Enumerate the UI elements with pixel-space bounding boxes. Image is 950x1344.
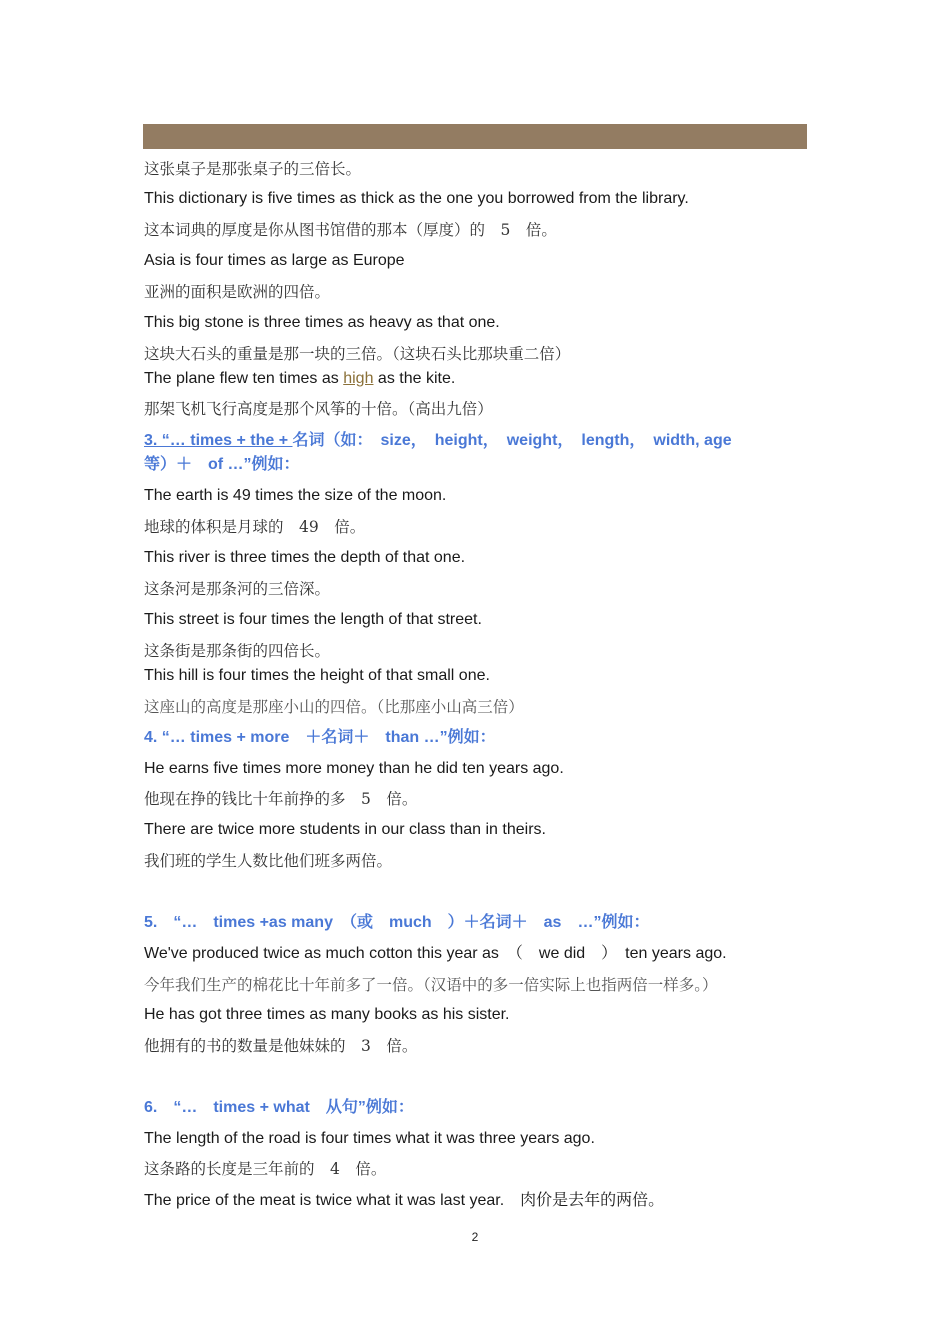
text-line: 亚洲的面积是欧洲的四倍。 — [144, 283, 331, 301]
text-line: 这本词典的厚度是你从图书馆借的那本（厚度）的 5 倍。 — [144, 221, 557, 239]
text-line: 这条路的长度是三年前的 4 倍。 — [144, 1160, 387, 1178]
high-link[interactable]: high — [343, 370, 374, 387]
text-line: 这条街是那条街的四倍长。 — [144, 642, 331, 660]
page-number: 2 — [471, 1230, 479, 1244]
text-line: This hill is four times the height of that small one. — [144, 667, 490, 684]
text-line: This big stone is three times as heavy as that one. — [144, 314, 500, 331]
text-line: 今年我们生产的棉花比十年前多了一倍。（汉语中的多一倍实际上也指两倍一样多。） — [144, 976, 718, 994]
section-heading-5: 5. “… times +as many （或 much ）＋名词＋ as …”例如： — [144, 914, 650, 931]
section-heading-6: 6. “… times + what 从句”例如： — [144, 1099, 414, 1116]
text-line — [144, 369, 455, 389]
text-line: The length of the road is four times what it was three years ago. — [144, 1130, 595, 1147]
text-line: He earns five times more money than he did ten years ago. — [144, 760, 564, 777]
text-line: This river is three times the depth of that one. — [144, 549, 466, 566]
text-line: 地球的体积是月球的 49 倍。 — [144, 518, 366, 536]
text-line: 这块大石头的重量是那一块的三倍。（这块石头比那块重二倍） — [144, 345, 571, 363]
text-line: 他现在挣的钱比十年前挣的多 5 倍。 — [144, 790, 418, 808]
text-line: 我们班的学生人数比他们班多两倍。 — [144, 852, 393, 870]
section-heading-4: 4. “… times + more ＋名词＋ than …”例如： — [144, 729, 496, 746]
header-bar — [143, 124, 807, 149]
text-line: This street is four times the length of that street. — [144, 611, 482, 628]
text-line: The price of the meat is twice what it was last year. 肉价是去年的两倍。 — [144, 1192, 665, 1209]
section-heading-3-cont: 等）＋ of …”例如： — [144, 456, 300, 473]
text-line: 那架飞机飞行高度是那个风筝的十倍。（高出九倍） — [144, 400, 493, 418]
text-line: This dictionary is five times as thick as the one you borrowed from the library. — [144, 190, 689, 207]
text-line: The earth is 49 times the size of the moon. — [144, 487, 447, 504]
text-line: There are twice more students in our class than in theirs. — [144, 821, 546, 838]
heading-text: 名词（如： size， height， weight， length， width, age — [292, 432, 732, 449]
text-line: 这座山的高度是那座小山的四倍。（比那座小山高三倍） — [144, 698, 524, 716]
text-line: 他拥有的书的数量是他妹妹的 3 倍。 — [144, 1037, 418, 1055]
section-heading-3 — [144, 431, 732, 451]
text-line: Asia is four times as large as Europe — [144, 252, 405, 269]
heading-link[interactable]: 3. “… times + the + — [144, 432, 293, 449]
text-span: The plane flew ten times as — [144, 370, 344, 387]
text-line: 这张桌子是那张桌子的三倍长。 — [144, 160, 362, 178]
text-line: We've produced twice as much cotton this year as （ we did ） ten years ago. — [144, 945, 727, 962]
text-span: as the kite. — [373, 370, 456, 387]
text-line: He has got three times as many books as his sister. — [144, 1006, 510, 1023]
text-line: 这条河是那条河的三倍深。 — [144, 580, 331, 598]
